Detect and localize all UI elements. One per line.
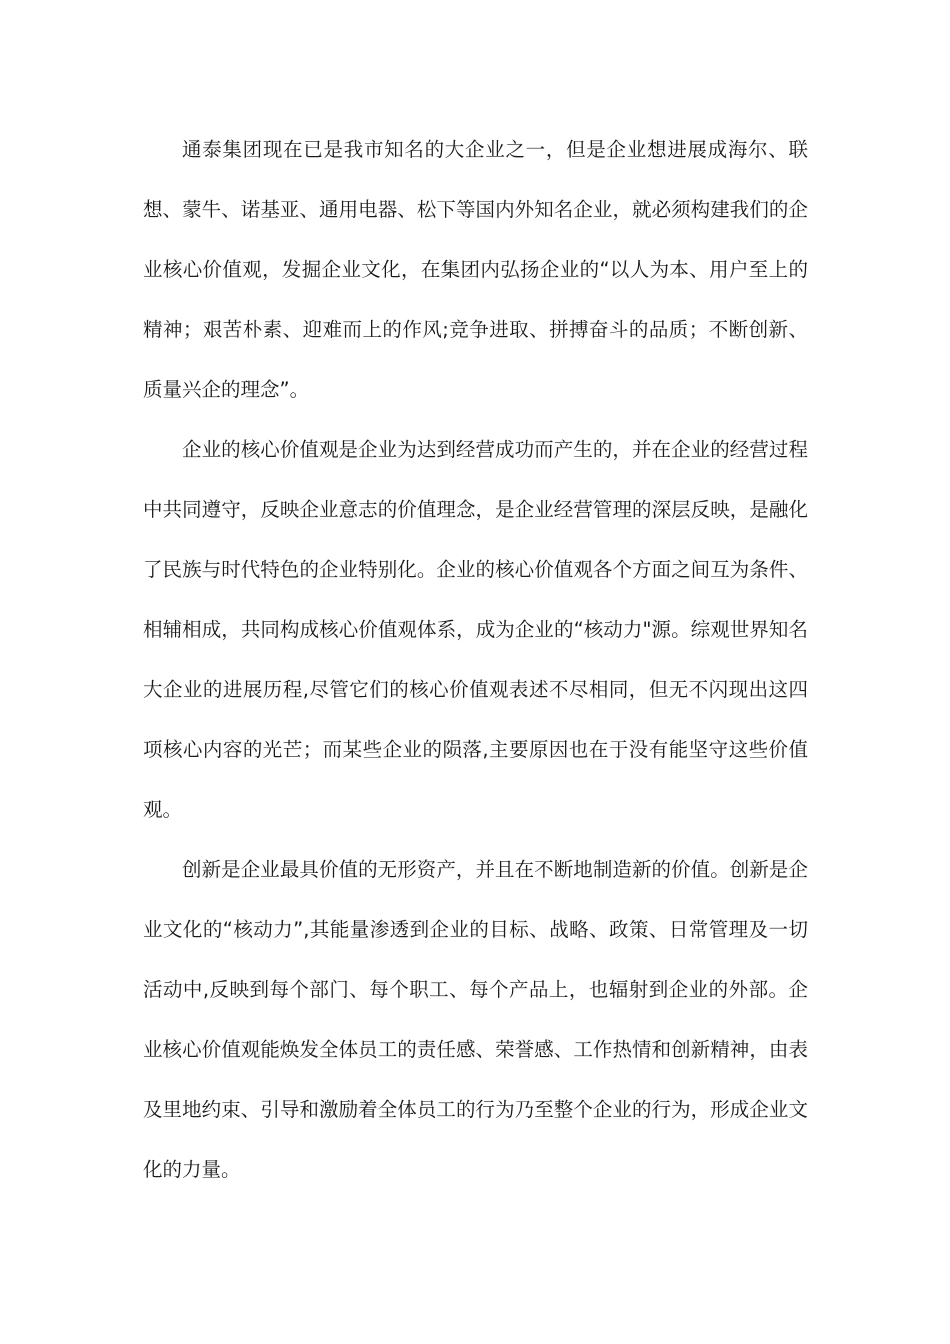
paragraph-2: 企业的核心价值观是企业为达到经营成功而产生的，并在企业的经营过程中共同遵守，反映企业意志的价值理念，是企业经营管理的深层反映，是融化了民族与时代特色的企业特别化。企业的核心价值观各个方面之间互为条件、相辅相成，共同构成核心价值观体系，成为企业的“核动力"源。综观世界知名大企业的进展历程,尽管它们的核心价值观表述不尽相同，但无不闪现出这四项核心内容的光芒；而某些企业的陨落,主要原因也在于没有能坚守这些价值观。 <box>143 438 808 821</box>
paragraph-3: 创新是企业最具价值的无形资产，并且在不断地制造新的价值。创新是企业文化的“核动力”,其能量渗透到企业的目标、战略、政策、日常管理及一切活动中,反映到每个部门、每个职工、每个产品上，也辐射到企业的外部。企业核心价值观能焕发全体员工的责任感、荣誉感、工作热情和创新精神，由表及里地约束、引导和激励着全体员工的行为乃至整个企业的行为，形成企业文化的力量。 <box>143 858 808 1181</box>
document-body <box>143 120 808 1200</box>
paragraph-1: 通泰集团现在已是我市知名的大企业之一，但是企业想进展成海尔、联想、蒙牛、诺基亚、通用电器、松下等国内外知名企业，就必须构建我们的企业核心价值观，发掘企业文化，在集团内弘扬企业的“以人为本、用户至上的精神；艰苦朴素、迎难而上的作风;竞争进取、拼搏奋斗的品质；不断创新、质量兴企的理念”。 <box>143 138 808 401</box>
